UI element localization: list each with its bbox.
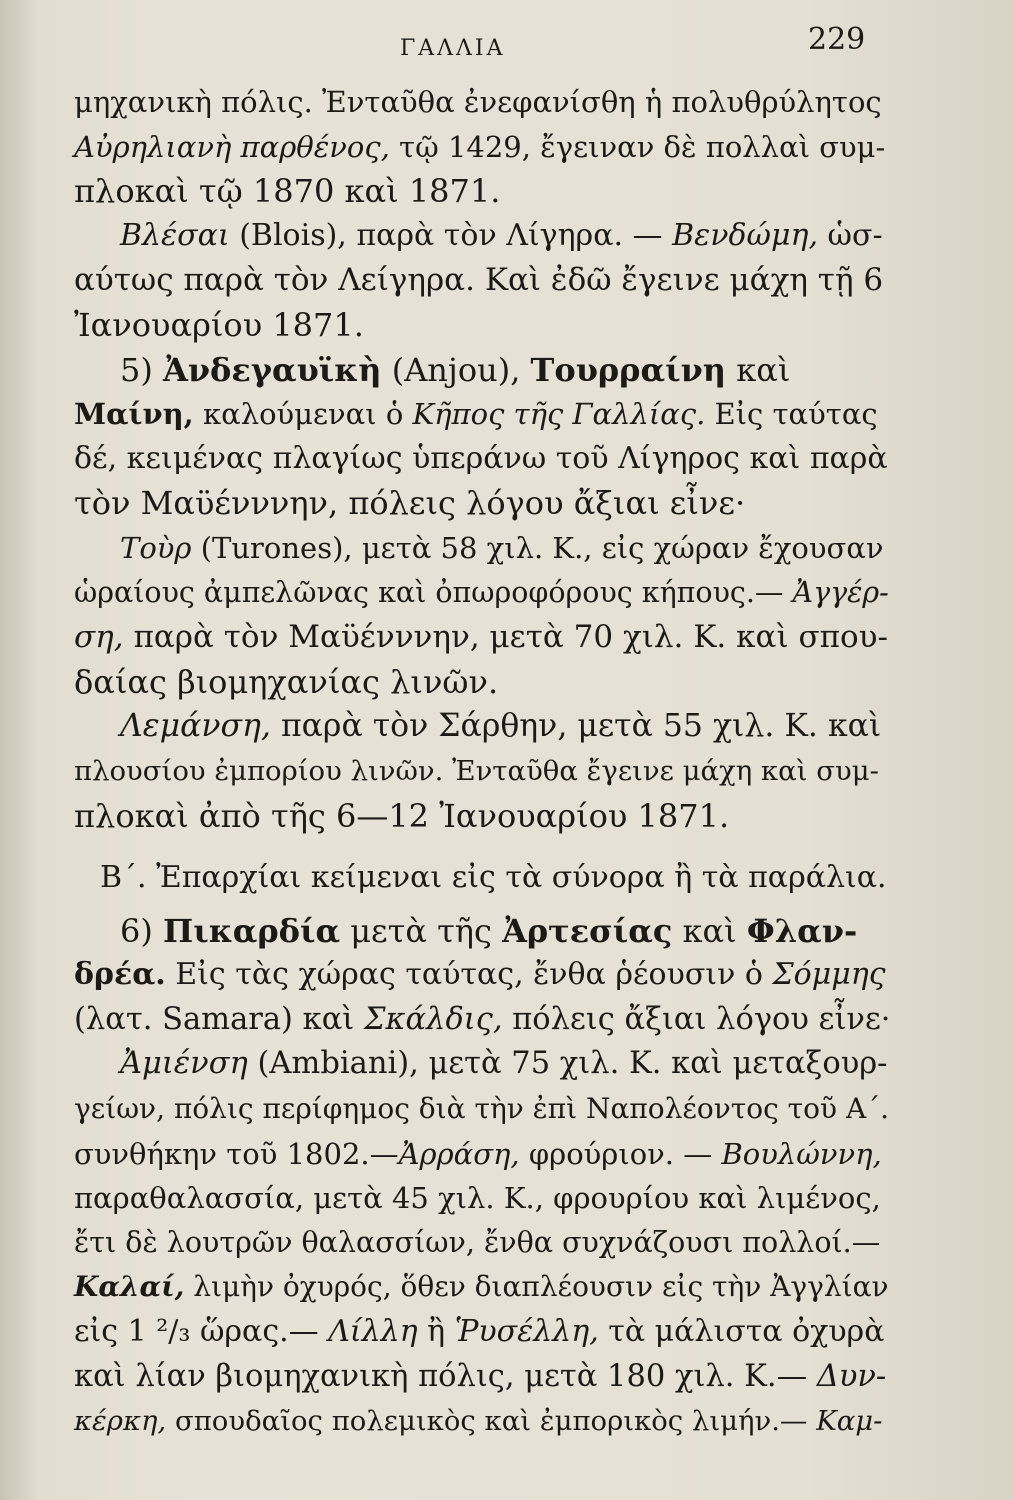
text-line — [74, 749, 890, 794]
place-name: Ἀρράση, — [398, 1136, 520, 1171]
text-line — [74, 1221, 890, 1266]
place-name: Λίλλη — [328, 1314, 418, 1350]
text-span: (Anjou), — [381, 350, 531, 389]
text-line — [74, 526, 890, 571]
text-span: μηχανικὴ πόλις. Ἐνταῦθα ἐνεφανίσθη ἡ πολυθρύλητος — [74, 85, 882, 119]
text-span: πόλεις ἄξιαι λόγου εἶνε· — [502, 1001, 891, 1037]
section-gap — [74, 838, 890, 856]
page-header — [0, 22, 1014, 72]
text-line — [74, 1042, 890, 1087]
text-line — [74, 481, 890, 526]
text-span: γείων, πόλις περίφημος διὰ τὴν ἐπὶ Ναπολέοντος τοῦ Α΄. — [74, 1092, 890, 1126]
text-span: καλούμεναι ὁ — [193, 397, 413, 432]
section-gap — [74, 901, 890, 909]
region-heading: Ἀνδεγαυϊκὴ — [163, 350, 382, 389]
text-span: (λατ. Samara) καὶ — [74, 1001, 364, 1037]
text-line — [74, 1399, 890, 1444]
region-heading: Μαίνη, — [74, 397, 194, 432]
place-name: Ἀγγέρ- — [792, 575, 889, 609]
place-name: Σκάλδις, — [363, 1001, 503, 1037]
text-line — [74, 1176, 890, 1221]
text-line — [74, 998, 890, 1043]
text-span: ἢ — [417, 1314, 455, 1350]
text-span: (Blois), παρὰ τὸν Λίγηρα. — — [229, 217, 673, 253]
text-span: παρὰ τὸν Σάρθην, μετὰ 55 χιλ. Κ. καὶ — [270, 708, 882, 745]
text-span: παραθαλασσία, μετὰ 45 χιλ. Κ., φρουρίου καὶ λιμένος, — [74, 1181, 881, 1216]
text-span: τὰ μάλιστα ὀχυρὰ — [598, 1314, 885, 1350]
text-line — [74, 953, 890, 998]
text-span: τὸν Μαϋένννην, πόλεις λόγου ἄξιαι εἶνε· — [74, 484, 746, 523]
text-span: καὶ — [726, 350, 791, 389]
text-span: φρούριον. — — [519, 1136, 722, 1171]
place-name: Καμ- — [816, 1405, 883, 1438]
region-heading: Ἀρτεσίας — [502, 911, 673, 950]
italic-phrase: Κῆπος τῆς Γαλλίας. — [412, 397, 706, 432]
text-span: σπουδαῖος πολεμικὸς καὶ ἐμπορικὸς λιμήν.— — [166, 1405, 817, 1438]
text-line — [74, 704, 890, 749]
region-heading: Φλαν- — [746, 911, 858, 950]
running-head: ΓΑΛΛΙΑ — [400, 36, 506, 61]
text-span: ἔτι δὲ λουτρῶν θαλασσίων, ἔνθα συχνάζουσι πολλοί.— — [74, 1225, 881, 1259]
text-span: Εἰς τὰς χώρας ταύτας, ἔνθα ῥέουσιν ὁ — [165, 957, 773, 993]
text-span: εἰς 1 ²/₃ ὥρας.— — [74, 1314, 329, 1350]
place-name: Βουλώννη, — [721, 1136, 882, 1171]
place-name: Αὐρηλιανὴ παρθένος, — [74, 129, 390, 164]
text-span: Ἰανουαρίου 1871. — [74, 305, 364, 344]
section-heading — [74, 856, 890, 901]
text-line — [74, 437, 890, 482]
text-span: 5) — [120, 350, 164, 389]
text-span: πλουσίου ἐμπορίου λινῶν. Ἐνταῦθα ἔγεινε μάχη καὶ συμ- — [74, 754, 879, 787]
text-line — [74, 1355, 890, 1400]
text-span: (Turones), μετὰ 58 χιλ. Κ., εἰς χώραν ἔχουσαν — [191, 530, 884, 565]
text-span: καὶ λίαν βιομηχανικὴ πόλις, μετὰ 180 χιλ. Κ.— — [74, 1358, 817, 1394]
text-line — [74, 80, 890, 125]
text-span: ὡραίους ἀμπελῶνας καὶ ὀπωροφόρους κήπους.— — [74, 575, 793, 609]
place-name: Βλέσαι — [120, 217, 230, 253]
region-heading: Πικαρδία — [163, 911, 341, 950]
text-span: 6) — [120, 911, 164, 950]
text-line — [74, 348, 890, 393]
text-line — [74, 660, 890, 705]
text-line — [74, 392, 890, 437]
text-span: Β΄. Ἐπαρχίαι κείμεναι εἰς τὰ σύνορα ἢ τὰ παράλια. — [100, 860, 887, 896]
place-name: Καλαί, — [74, 1270, 185, 1304]
text-line — [74, 1265, 890, 1310]
text-line — [74, 258, 890, 303]
place-name: Ῥυσέλλη, — [454, 1314, 599, 1350]
place-name: ση, — [74, 619, 124, 656]
text-line — [74, 794, 890, 839]
place-name: κέρκη, — [74, 1405, 167, 1438]
place-name: Δυν- — [816, 1358, 887, 1394]
text-line — [74, 1132, 890, 1177]
text-span: (Ambiani), μετὰ 75 χιλ. Κ. καὶ μεταξουρ- — [247, 1046, 888, 1082]
place-name: Ἀμιένση — [120, 1046, 248, 1082]
text-span: ὡσ- — [817, 217, 883, 253]
text-span: μετὰ τῆς — [340, 911, 503, 950]
page-number: 229 — [808, 22, 866, 57]
text-line — [74, 303, 890, 348]
place-name: Σόμμης — [772, 957, 886, 993]
text-span: πλοκαὶ τῷ 1870 καὶ 1871. — [74, 172, 501, 211]
text-line — [74, 169, 890, 214]
text-span: αύτως παρὰ τὸν Λείγηρα. Καὶ ἐδῶ ἔγεινε μάχη τῇ 6 — [74, 262, 884, 299]
place-name: Τοὺρ — [120, 530, 192, 565]
text-line — [74, 1087, 890, 1132]
text-span: συνθήκην τοῦ 1802.— — [74, 1136, 399, 1171]
text-span: παρὰ τὸν Μαϋένννην, μετὰ 70 χιλ. Κ. καὶ σπου- — [123, 619, 888, 656]
text-line — [74, 214, 890, 259]
text-line — [74, 125, 890, 170]
region-heading: δρέα. — [74, 957, 166, 993]
text-span: Εἰς ταύτας — [705, 397, 878, 432]
text-span: πλοκαὶ ἀπὸ τῆς 6—12 Ἰανουαρίου 1871. — [74, 796, 730, 835]
text-span: λιμὴν ὀχυρός, ὅθεν διαπλέουσιν εἰς τὴν Ἀγγλίαν — [184, 1270, 889, 1304]
text-line — [74, 1310, 890, 1355]
text-span: καὶ — [672, 911, 747, 950]
text-span: δέ, κειμένας πλαγίως ὑπεράνω τοῦ Λίγηρος καὶ παρὰ — [74, 440, 888, 476]
text-line — [74, 909, 890, 954]
text-span: τῷ 1429, ἔγειναν δὲ πολλαὶ συμ- — [389, 129, 886, 164]
place-name: Λεμάνση, — [120, 708, 271, 745]
region-heading: Τουρραίνη — [530, 350, 727, 389]
text-line — [74, 615, 890, 660]
text-line — [74, 571, 890, 616]
text-span: δαίας βιομηχανίας λινῶν. — [74, 662, 499, 701]
place-name: Βενδώμη, — [672, 217, 818, 253]
page-body — [74, 80, 890, 1444]
